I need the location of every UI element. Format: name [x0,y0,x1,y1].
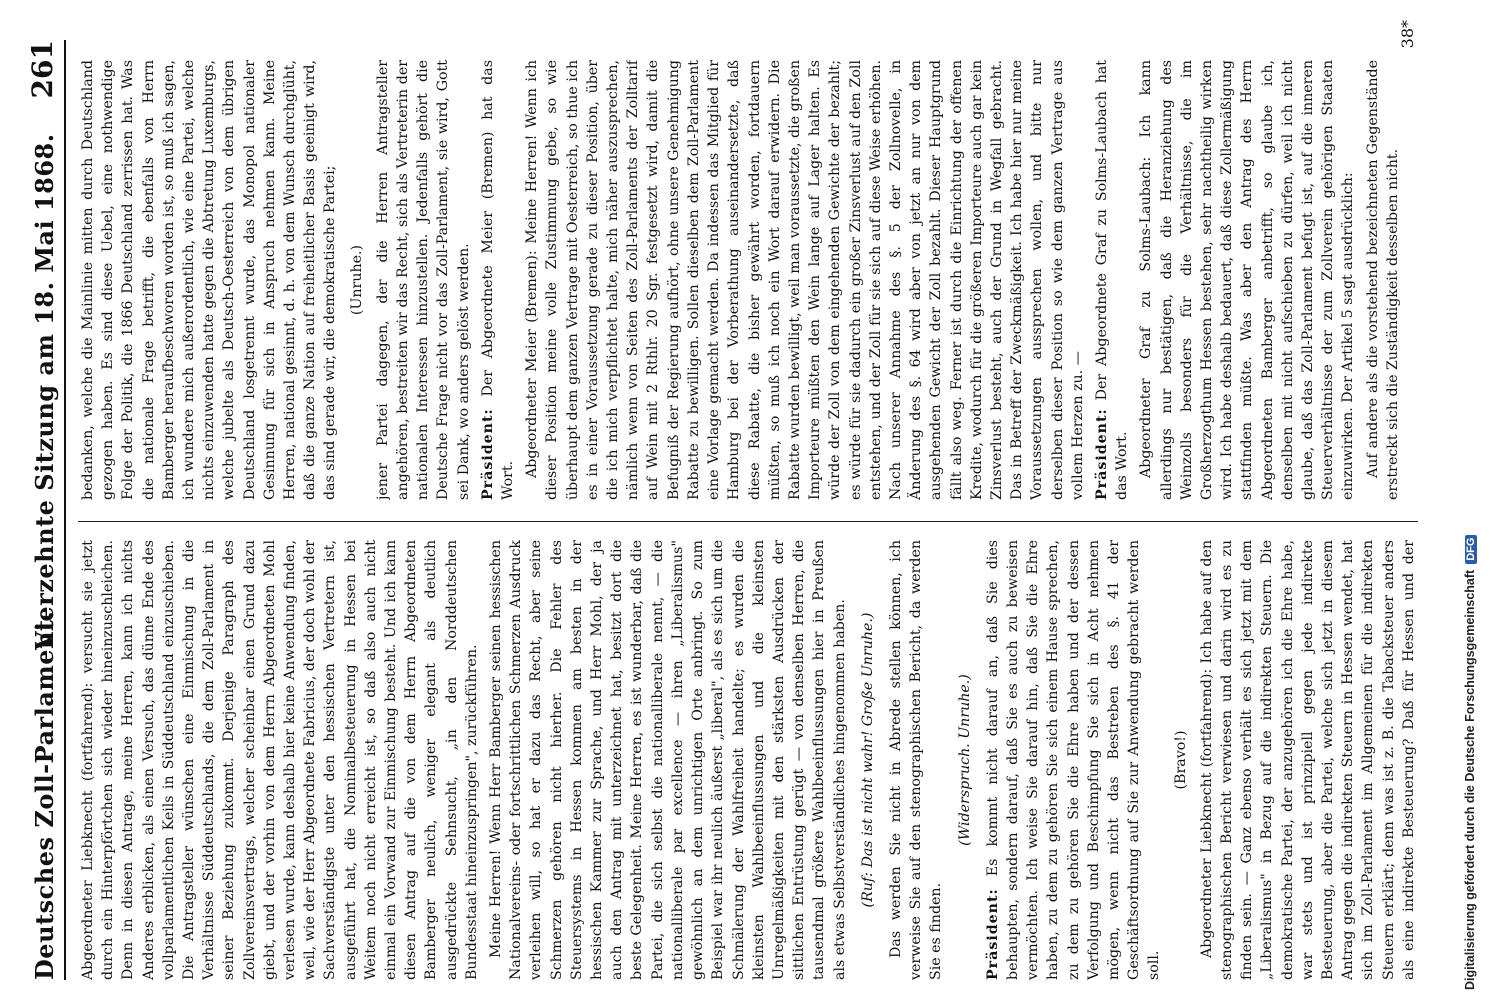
interjection: (Widerspruch. Unruhe.) [956,674,973,846]
column-divider [78,521,1418,522]
speaker-label: Präsident: [984,888,1001,980]
paragraph: Abgeordneter Graf zu Solms-Laubach: Ich kann allerdings nur bestätigen, daß die Heranziehung des Weinzolls besonders für die Verhältnisse, die im Großherzogthum Hessen bestehen, sehr nachtheilig wirken wird. Ich habe deshalb bedauert, daß diese Zollermäßigung stattfinden müßte. Was aber den Antrag des Herrn Abgeordneten Bamberger anbetrifft, so glaube ich, denselben mit nicht aufschieben zu dürfen, weil ich nicht glaube, daß das Zoll-Parlament befugt ist, auf die inneren Steuerverhältnisse der zum Zollverein gehörigen Staaten einzuwirken. Der Artikel 5 sagt ausdrücklich: [1138,60,1357,500]
interjection: (Ruf: Das ist nicht wahr! Große Unruhe.) [859,612,876,908]
page-header [22,40,66,980]
dfg-logo: DFG [1465,535,1477,564]
president-statement [983,540,1165,980]
page-signature: 38* [1398,20,1417,49]
paragraph: Meine Herren! Wenn Herr Bamberger seinen hessischen Nationalvereins- oder fortschrittlichen Schmerzen Ausdruck verleihen will, so hat er dazu das Recht, aber seine Schmerzen gehören nicht hierher. Die Fehler des Steuersystems in Hessen kommen am besten in der hessischen Kammer zur Sprache, und Herr Mohl, der ja auch den Antrag mit unterzeichnet hat, besitzt dort die beste Gelegenheit. Meine Herren, es ist wunderbar, daß die Partei, die sich selbst die nationalliberale nennt, — die nationalliberale par excellence — ihren „Liberalismus" gewöhnlich an dem unrichtigen Orte anbringt. So zum Beispiel war ihr neulich äußerst „liberal", als es sich um die Schmälerung der Wahlfreiheit handelte; es wurden die kleinsten Wahlbeeinflussungen und die kleinsten Unregelmäßigkeiten mit den stärksten Ausdrücken der sittlichen Entrüstung gerügt — von denselben Herren, die tausendmal größere Wahlbeeinflussungen hier in Preußen als etwas Selbstverständliches hingenommen haben. [488,540,848,980]
header-session-title: Vierzehnte Sitzung am 18. Mai 1868. [30,133,59,650]
right-column [78,60,1418,500]
digitization-credit [1463,0,1485,990]
statement-text: Der Abgeordnete Meier (Bremen) hat das Wort. [479,60,517,500]
statement-text: Der Abgeordnete Graf zu Solms-Laubach hat das Wort. [1093,60,1131,500]
paragraph: jener Partei dagegen, der die Herren Antragsteller angehören, bestreiten wir das Recht, sich als Vertreterin der nationalen Interessen hinzustellen. Jedenfalls gehört die Deutsche Frage nicht vor das Zoll-Parlament, sie wird, Gott sei Dank, wo anders gelöst werden. [374,60,472,500]
paragraph: Abgeordneter Liebknecht (fortfahrend): Ich habe auf den stenographischen Bericht verwiesen und darin wird es zu finden sein. — Ganz ebenso verhält es sich jetzt mit dem „Liberalismus" in Bezug auf die indirekten Steuern. Die demokratische Partei, der anzugehören ich die Ehre habe, war stets und ist prinzipiell gegen jede indirekte Besteuerung, aber die Partei, welche sich jetzt in diesem Antrag gegen die indirekten Steuern in Hessen wendet, hat sich im Zoll-Parlament im Allgemeinen für die indirekten Steuern erklärt; denn was ist z. B. die Tabacksteuer anders als eine indirekte Besteuerung? Daß für Hessen und der [1198,540,1417,980]
paragraph: Auf andere als die vorstehend bezeichneten Gegenstände erstreckt sich die Zuständigkeit desselben nicht. [1364,60,1401,500]
interjection: (Bravo!) [1172,730,1189,790]
paragraph: Das werden Sie nicht in Abrede stellen können, ich verweise Sie auf den stenographischen Bericht, da werden Sie es finden. [887,540,945,980]
interjection: (Unruhe.) [348,244,365,316]
statement-text: Es kommt nicht darauf an, daß Sie dies behaupten, sondern darauf, daß Sie es auch zu beweisen vermöchten. Ich weise Sie darauf hin, daß Sie die Ehre haben, zu dem zu gehören Sie sich einem Hause sprechen, zu dem zu gehören Sie die Ehre haben und der dessen Verfolgung und Beschimpfung Sie sich in Acht nehmen mögen, wenn nicht das Bestreben des §. 41 der Geschäftsordnung auf Sie zur Anwendung gebracht werden soll. [984,540,1163,980]
president-statement [478,60,518,500]
digitization-sidebar [1455,0,1491,1000]
page-number: 261 [26,40,59,99]
left-column [78,540,1418,980]
president-statement [1092,60,1132,500]
speaker-label: Präsident: [1093,408,1110,500]
speaker-label: Präsident: [479,408,496,500]
paragraph: Abgeordneter Meier (Bremen): Meine Herren! Wenn ich dieser Position meine volle Zustimmung gebe, so wie überhaupt dem ganzen Vertrage mit Oesterreich, so thue ich es in einer Voraussetzung gerade zu dieser Position, über die ich mich verpflichtet halte, mich näher auszusprechen, nämlich wenn von Seiten des Zoll-Parlaments der Zolltarif auf Wein mit 2 Rthlr. 20 Sgr. festgesetzt wird, damit die Befugniß der Regierung aufhört, ohne unsere Genehmigung Rabatte zu bewilligen. Sollen dieselben dem Zoll-Parlament eine Vorlage gemacht werden. Da indessen das Mitglied für Hamburg bei der Vorberathung auseinandersetzte, daß diese Rabatte, die bisher gewährt worden, fortdauern müßten, so muß ich noch ein Wort darauf erwidern. Die Rabatte wurden bewilligt, weil man voraussetzte, die großen Importeure müßten den Wein lange auf Lager halten. Es würde der Zoll von dem eingehenden Gewichte der bezahlt; es würde für sie dadurch ein großer Zinsverlust auf den Zoll entstehen, und der Zoll für sie sich auf diese Weise erhöhen. Nach unserer Annahme des §. 5 der Zollnovelle, in Änderung des §. 64 wird aber von jetzt an nur von dem ausgehenden Gewicht der Zoll bezahlt. Dieser Hauptgrund fällt also weg. Ferner ist durch die Einrichtung der offenen Kredite, wodurch für die größeren Importeure auch gar kein Zinsverlust besteht, auch der Grund in Wegfall gebracht. Das in Betreff der Zweckmäßigkeit. Ich habe hier nur meine Voraussetzungen aussprechen wollen, und bitte nur derselben dieser Position so wie dem ganzen Vertrage aus vollem Herzen zu. — [524,60,1086,500]
digitization-text: Digitalisierung gefördert durch die Deutsche Forschungsgemeinschaft [1463,569,1477,990]
header-left-title: Deutsches Zoll-Parlament. [30,610,59,980]
paragraph: bedanken, welche die Mainlinie mitten durch Deutschland gezogen haben. Es sind diese Uebel, eine nothwendige Folge der Politik, die 1866 Deutschland zerrissen hat. Was die nationale Frage betrifft, die ebenfalls von Herrn Bamberger heraufbeschworen worden ist, so muß ich sagen, ich wundere mich außerordentlich, wie eine Partei, welche nichts einzuwenden hatte gegen die Abtretung Luxemburgs, welche jubelte als Deutsch-Oesterreich von dem übrigen Deutschland losgetrennt wurde, das Monopol nationaler Gesinnung für sich in Anspruch nehmen kann. Meine Herren, national gesinnt, d. h. von dem Wunsch durchglüht, daß die ganze Nation auf freiheitlicher Basis geeinigt wird, das sind gerade wir, die demokratische Partei; [80,60,339,500]
paragraph: Abgeordneter Liebknecht (fortfahrend): versucht sie jetzt durch ein Hinterpförtchen sich wieder hineinzuschleichen. Denn in diesen Antrage, meine Herren, kann ich nichts Anderes erblicken, als einen Versuch, das dünne Ende des vollparlamentlichen Keils in Süddeutschland einzuschieben. Die Antragsteller wünschen eine Einmischung in die Verhältnisse Süddeutschlands, die dem Zoll-Parlament in seiner Beziehung zukommt. Derjenige Paragraph des Zollvereinsvertrags, welcher scheinbar einen Grund dazu giebt, und der vorhin von dem Herrn Abgeordneten Mohl verlesen wurde, kann deshalb hier keine Anwendung finden, weil, wie der Herr Abgeordnete Fabricius, der doch wohl der Sachverständigste unter den hessischen Vertretern ist, ausgeführt hat, die Nominalbesteuerung in Hessen bei Weitem noch nicht erreicht ist, so daß also auch nicht einmal ein Vorwand zur Einmischung besteht. Und ich kann diesen Antrag auf die von dem Herrn Abgeordneten Bamberger neulich, weniger elegant als deutlich ausgedrückte Sehnsucht, „in den Norddeutschen Bundesstaat hineinzuspringen", zurückführen. [80,540,480,980]
